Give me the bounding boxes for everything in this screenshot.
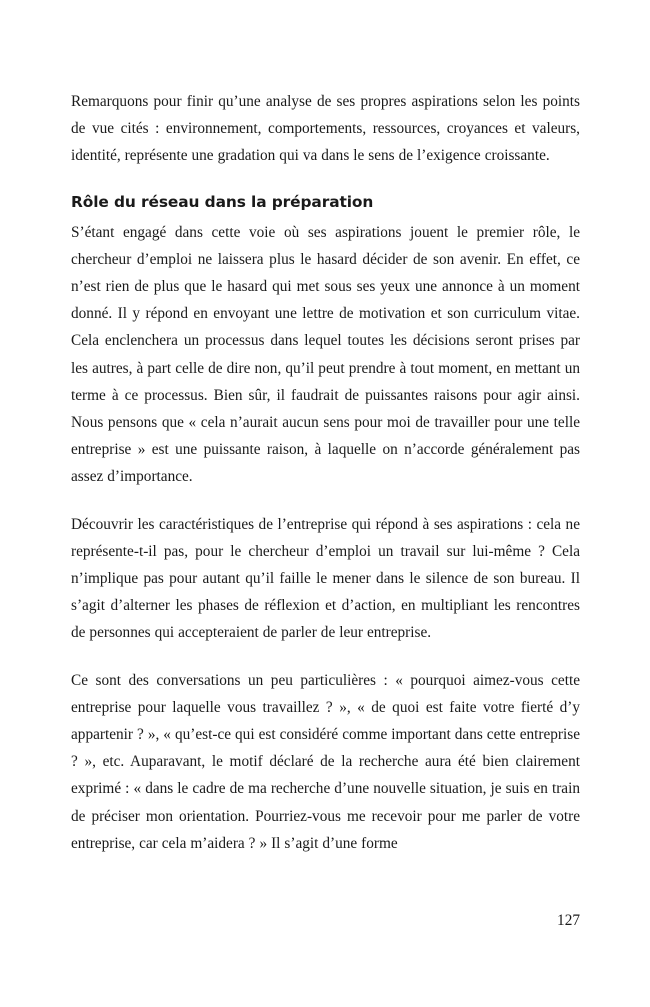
page-number: 127 (557, 912, 580, 929)
page-text-block (71, 88, 580, 857)
paragraph-decouvrir: Découvrir les caractéristiques de l’entreprise qui répond à ses aspirations : cela ne représente-t-il pas, pour le chercheur d’emploi un travail sur lui-même ? Cela n’implique pas pour autant qu’il faille le mener dans le silence de son bureau. Il s’agit d’alterner les phases de réflexion et d’action, en multipliant les rencontres de personnes qui accepteraient de parler de leur entreprise. (71, 515, 580, 642)
paragraph-setant-engage: S’étant engagé dans cette voie où ses aspirations jouent le premier rôle, le chercheur d’emploi ne laissera plus le hasard décider de son avenir. En effet, ce n’est rien de plus que le hasard qui met sous ses yeux une annonce à un moment donné. Il y répond en envoyant une lettre de motivation et son curriculum vitae. Cela enclenchera un processus dans lequel toutes les décisions seront prises par les autres, à part celle de dire non, qu’il peut prendre à tout moment, en mettant un terme à ce processus. Bien sûr, il faudrait de puissantes raisons pour agir ainsi. Nous pensons que « cela n’aurait aucun sens pour moi de travailler pour une telle entreprise » est une puissante raison, à laquelle on n’accorde généralement pas assez d’importance. (71, 223, 580, 486)
paragraph-ce-sont-des-conversations: Ce sont des conversations un peu particulières : « pourquoi aimez-vous cette entreprise pour laquelle vous travaillez ? », « de quoi est faite votre fierté d’y appartenir ? », « qu’est-ce qui est considéré comme important dans cette entreprise ? », etc. Auparavant, le motif déclaré de la recherche aura été bien clairement exprimé : « dans le cadre de ma recherche d’une nouvelle situation, je suis en train de préciser mon orientation. Pourriez-vous me recevoir pour me parler de votre entreprise, car cela m’aidera ? » Il s’agit d’une forme (71, 671, 580, 852)
heading-role-du-reseau: Rôle du réseau dans la préparation (71, 192, 374, 211)
paragraph-remarquons: Remarquons pour finir qu’une analyse de ses propres aspirations selon les points de vue cités : environnement, comportements, ressources, croyances et valeurs, identité, représente une gradation qui va dans le sens de l’exigence croissante. (71, 93, 580, 165)
